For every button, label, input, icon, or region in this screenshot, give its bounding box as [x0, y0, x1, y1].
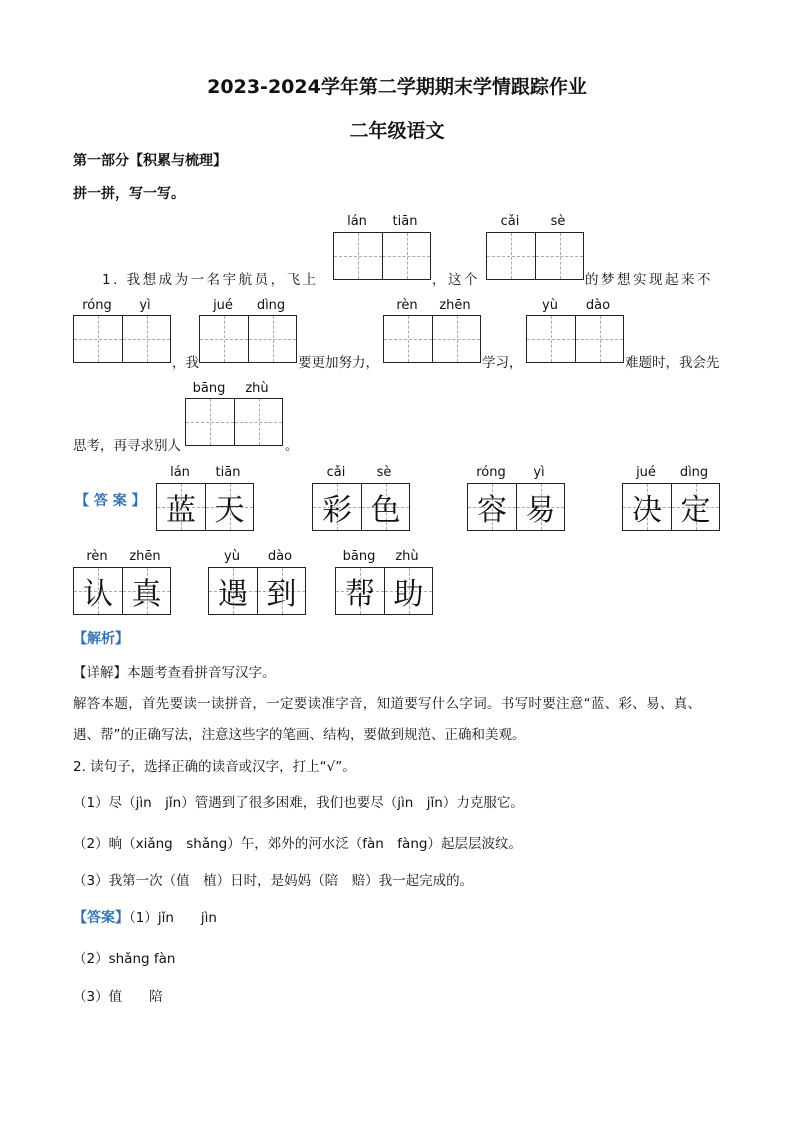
explanation-text: 解答本题，首先要读一读拼音，一定要读准字音，知道要写什么字词。书写时要注意“蓝、彩、易、真、: [73, 696, 702, 712]
answer-box: [73, 567, 171, 615]
explanation-text: 遇、帮”的正确写法，注意这些字的笔画、结构，要做到规范、正确和美观。: [73, 727, 526, 743]
pinyin: rèn: [396, 298, 418, 313]
answer-2: [73, 906, 217, 927]
answer-char: 定: [680, 493, 711, 528]
sentence-text: 难题时，我会先: [625, 355, 720, 371]
pinyin: cǎi: [326, 465, 346, 480]
section-heading: 第一部分【积累与梳理】: [73, 153, 227, 169]
sentence-text: 1. 我想成为一名宇航员，飞上: [102, 272, 319, 288]
pinyin: zhēn: [439, 298, 471, 313]
answer-box: [622, 483, 720, 531]
tianzige-box[interactable]: [199, 315, 297, 363]
pinyin: jué: [636, 465, 656, 480]
sentence-text: ，这个: [432, 272, 480, 288]
answer-char: 遇: [218, 577, 248, 612]
pinyin: róng: [476, 465, 506, 480]
answer-tag: 【答案】: [73, 910, 129, 926]
pinyin: sè: [550, 214, 566, 229]
detail-line: 【详解】本题考查看拼音写汉字。: [73, 665, 276, 681]
pinyin: rèn: [86, 549, 108, 564]
answer-label: 【 答 案 】: [75, 493, 146, 509]
pinyin: zhù: [245, 381, 269, 396]
analysis-tag: 【解析】: [73, 631, 129, 647]
pinyin: yù: [542, 298, 558, 313]
pinyin: lán: [170, 465, 190, 480]
pinyin: yù: [224, 549, 240, 564]
pinyin: tiān: [392, 214, 418, 229]
sentence-text: ，我: [172, 355, 199, 371]
pinyin: dào: [585, 298, 611, 313]
pinyin: cǎi: [500, 214, 520, 229]
pinyin: yì: [533, 465, 545, 480]
pinyin: yì: [139, 298, 151, 313]
pinyin: tiān: [215, 465, 241, 480]
answer-char: 帮: [345, 577, 375, 612]
answer-char: 天: [214, 493, 245, 528]
answer-char: 到: [266, 577, 297, 612]
question-2-stem: 2. 读句子，选择正确的读音或汉字，打上“√”。: [73, 759, 356, 775]
answer-box: [208, 567, 306, 615]
answer-char: 真: [131, 577, 162, 612]
answer-char: 容: [477, 493, 507, 528]
tianzige-box[interactable]: [73, 315, 171, 363]
answer-char: 蓝: [166, 493, 196, 528]
answer-line: （2）shǎng fàn: [73, 951, 176, 967]
question-2-item: （2）晌（xiǎng shǎng）午，郊外的河水泛（fàn fàng）起层层波纹。: [73, 836, 522, 852]
tianzige-box[interactable]: [185, 398, 283, 446]
pinyin: dìng: [679, 465, 709, 480]
pinyin: zhēn: [129, 549, 161, 564]
page-subtitle: 二年级语文: [349, 120, 445, 142]
answer-char: 彩: [322, 493, 352, 528]
pinyin: dào: [267, 549, 293, 564]
question-2-item: （1）尽（jìn jǐn）管遇到了很多困难，我们也要尽（jìn jǐn）力克服它。: [73, 795, 524, 811]
answer-char: 决: [632, 493, 662, 528]
sentence-text: 要更加努力，: [298, 355, 379, 371]
answer-line: （3）值 陪: [73, 989, 163, 1005]
answer-box: [467, 483, 565, 531]
answer-box: [312, 483, 410, 531]
pinyin: lán: [347, 214, 367, 229]
pinyin: róng: [82, 298, 112, 313]
sentence-text: 。: [285, 438, 299, 454]
answer-char: 认: [83, 577, 113, 612]
answer-char: 色: [370, 493, 401, 528]
page-title: 2023-2024学年第二学期期末学情跟踪作业: [207, 76, 587, 98]
pinyin: bāng: [192, 381, 226, 396]
answer-line: （1）jǐn jìn: [129, 910, 217, 926]
tianzige-box[interactable]: [486, 232, 584, 280]
sentence-text: 学习，: [482, 355, 523, 371]
tianzige-box[interactable]: [383, 315, 481, 363]
answer-box: [335, 567, 433, 615]
answer-char: 易: [525, 493, 556, 528]
tianzige-box[interactable]: [333, 232, 431, 280]
question-2-item: （3）我第一次（值 植）日时，是妈妈（陪 赔）我一起完成的。: [73, 873, 474, 889]
sentence-text: 思考，再寻求别人: [73, 438, 181, 454]
tianzige-box[interactable]: [526, 315, 624, 363]
pinyin: bāng: [342, 549, 376, 564]
pinyin: sè: [376, 465, 392, 480]
sentence-text: 的梦想实现起来不: [585, 272, 713, 288]
pinyin: jué: [213, 298, 233, 313]
instruction: 拼一拼，写一写。: [73, 186, 185, 202]
answer-box: [156, 483, 254, 531]
pinyin: dìng: [256, 298, 286, 313]
answer-char: 助: [393, 577, 424, 612]
pinyin: zhù: [395, 549, 419, 564]
